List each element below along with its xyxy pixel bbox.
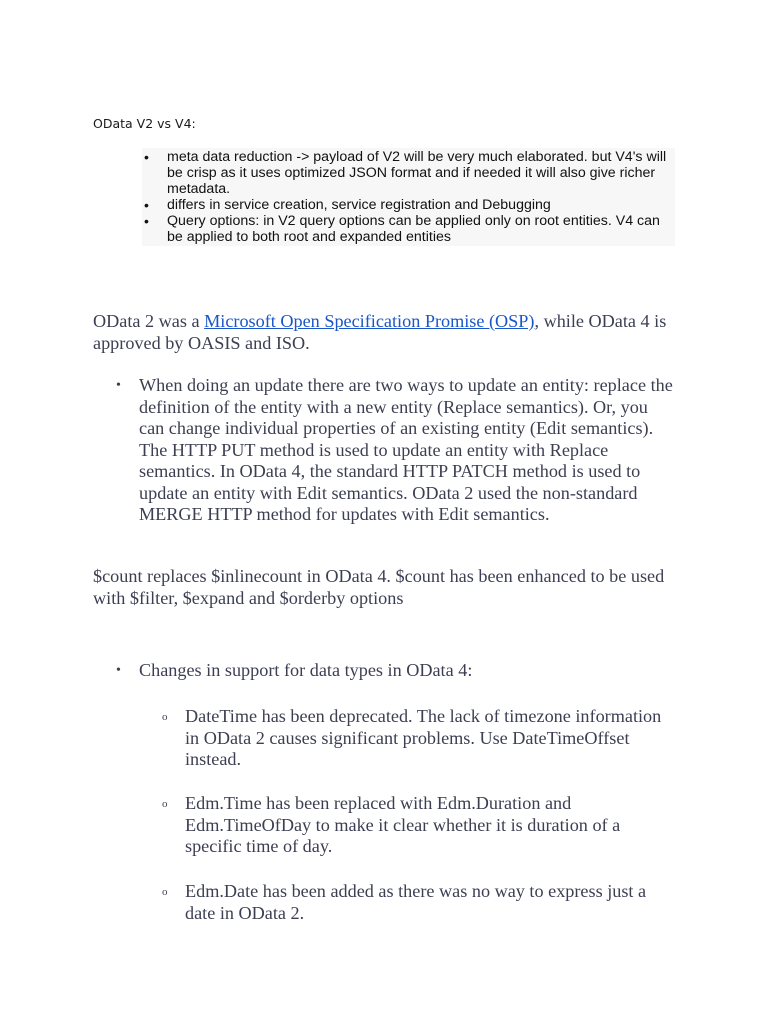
circle-bullet-icon: o [162, 711, 168, 723]
sub-bullet-date [162, 881, 672, 924]
sub-bullet-text: Edm.Time has been replaced with Edm.Duration and Edm.TimeOfDay to make it clear whether it is duration of a specific time of day. [185, 793, 621, 856]
osp-paragraph [93, 311, 683, 354]
update-bullet-text: When doing an update there are two ways to update an entity: replace the definition of the entity with a new entity (Replace semantics). Or, you can change individual properties of an existing entity (Edit semantics). The HTTP PUT method is used to update an entity with Replace semantics. In OData 4, the standard HTTP PATCH method is used to update an entity with Edit semantics. OData 2 used the non-standard MERGE HTTP method for updates with Edit semantics. [139, 375, 673, 524]
sub-bullet-text: DateTime has been deprecated. The lack of timezone information in OData 2 causes significant problems. Use DateTimeOffset instead. [185, 706, 662, 769]
datatypes-bullet-text: Changes in support for data types in OData 4: [139, 660, 473, 680]
section-heading: OData V2 vs V4: [93, 116, 196, 131]
list-item: • Query options: in V2 query options can be applied only on root entities. V4 can be applied to both root and expanded entities [142, 213, 672, 245]
sub-bullet-time [162, 793, 672, 858]
count-paragraph: $count replaces $inlinecount in OData 4. $count has been enhanced to be used with $filter, $expand and $orderby options [93, 566, 665, 608]
sub-bullet-datetime [162, 706, 672, 771]
bullet-icon: • [116, 378, 121, 393]
circle-bullet-icon: o [162, 886, 168, 898]
datatypes-bullet [116, 660, 676, 682]
osp-text-before: OData 2 was a [93, 311, 205, 331]
osp-link[interactable]: Microsoft Open Specification Promise (OSP) [204, 311, 535, 331]
update-bullet [116, 375, 676, 526]
comparison-list [142, 149, 672, 245]
bullet-icon: • [116, 663, 121, 678]
circle-bullet-icon: o [162, 798, 168, 810]
osp-text-after: , while OData 4 is approved by OASIS and ISO. [93, 311, 667, 353]
sub-bullet-text: Edm.Date has been added as there was no way to express just a date in OData 2. [185, 881, 647, 923]
list-item: • meta data reduction -> payload of V2 will be very much elaborated. but V4's will be crisp as it uses optimized JSON format and if needed it will also give richer metadata. [142, 149, 672, 197]
list-item: • differs in service creation, service registration and Debugging [142, 197, 672, 213]
